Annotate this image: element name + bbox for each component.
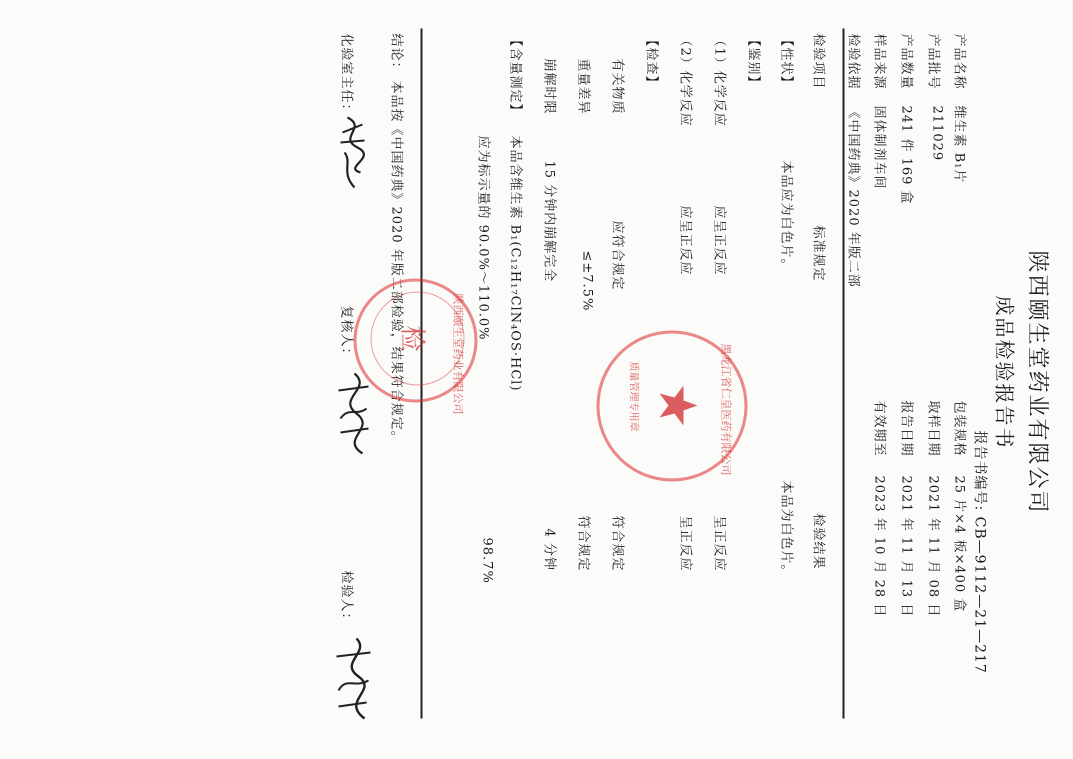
star-icon — [656, 384, 700, 428]
inspector-signature — [333, 633, 375, 723]
row-standard: 本品含维生素 B₁(C₁₂H₁₇ClN₄OS·HCl) — [507, 135, 523, 392]
report-number-value: CB—9112—21—217 — [971, 516, 988, 674]
lab-head-label: 化验室主任： — [338, 33, 354, 118]
inspection-report-page — [0, 1, 1073, 759]
row-result: 符合规定 — [575, 515, 591, 572]
row-item: 【鉴别】 — [745, 33, 761, 90]
row-standard: 应呈正反应 — [711, 205, 727, 276]
source-value: 固体制剂车间 — [871, 105, 887, 190]
row-standard: 应为标示量的 90.0%～110.0% — [475, 135, 491, 341]
col-standard-header: 标准规定 — [810, 225, 826, 282]
row-result: 98.7% — [479, 537, 495, 584]
row-result: 呈正反应 — [711, 515, 727, 572]
pack-label: 包装规格 — [951, 400, 967, 457]
report-number-label: 报告书编号: — [971, 430, 988, 512]
row-result: 呈正反应 — [677, 515, 693, 572]
row-standard: 应呈正反应 — [677, 205, 693, 276]
report-date-value: 2021 年 11 月 13 日 — [898, 475, 914, 618]
source-label: 样品来源 — [871, 33, 887, 90]
report-title: 成品检验报告书 — [992, 295, 1017, 450]
inspector-label: 检验人： — [338, 570, 354, 627]
col-item-header: 检验项目 — [810, 33, 826, 90]
expiry-value: 2023 年 10 月 28 日 — [871, 475, 887, 618]
qc-stamp — [354, 279, 478, 415]
product-name-value: 维生素 B₁片 — [951, 105, 967, 184]
distributor-stamp — [597, 331, 748, 482]
report-date-label: 报告日期 — [898, 400, 914, 457]
basis-value: 《中国药典》2020 年版二部 — [845, 105, 861, 288]
lab-head-signature — [333, 113, 373, 193]
reviewer-signature — [333, 369, 375, 459]
quantity-label: 产品数量 — [898, 33, 914, 90]
pack-value: 25 片×4 板×400 盒 — [951, 475, 967, 613]
row-item: 有关物质 — [609, 58, 625, 115]
batch-label: 产品批号 — [925, 33, 941, 90]
row-item: 【含量测定】 — [507, 33, 523, 118]
expiry-label: 有效期至 — [871, 400, 887, 457]
distributor-stamp-subtext: 质量管理专用章 — [627, 361, 639, 432]
reviewer-label: 复核人： — [338, 305, 354, 362]
conclusion-text: 本品按《中国药典》2020 年版二部检验，结果符合规定。 — [388, 80, 404, 445]
company-name: 陕西颐生堂药业有限公司 — [1024, 250, 1050, 515]
conclusion-label: 结论： — [388, 33, 404, 76]
sample-date-label: 取样日期 — [925, 400, 941, 457]
report-number — [971, 431, 991, 674]
sample-date-value: 2021 年 11 月 08 日 — [925, 475, 941, 618]
row-standard: ≤±7.5% — [579, 250, 595, 312]
batch-value: 211029 — [929, 105, 945, 162]
col-result-header: 检验结果 — [810, 513, 826, 570]
row-standard: 应符合规定 — [609, 220, 625, 291]
row-standard: 本品应为白色片。 — [778, 160, 794, 273]
quantity-value: 241 件 169 盒 — [898, 105, 914, 205]
row-standard: 15 分钟内崩解完全 — [541, 160, 557, 283]
row-item: （1）化学反应 — [711, 33, 727, 127]
product-name-label: 产品名称 — [951, 33, 967, 90]
row-result: 符合规定 — [609, 515, 625, 572]
row-item: 崩解时限 — [541, 58, 557, 115]
distributor-stamp-text: 黑龙江省仁皇医药有限公司 — [719, 343, 733, 476]
info-divider — [843, 29, 845, 719]
row-item: 【检查】 — [643, 33, 659, 90]
qc-stamp-text: 陕西颐生堂药业有限公司 — [451, 293, 465, 415]
row-result: 本品为白色片。 — [778, 480, 794, 579]
row-item: 重量差异 — [575, 58, 591, 115]
qc-stamp-center: 检 — [396, 325, 427, 352]
row-result: 4 分钟 — [541, 528, 557, 571]
row-item: 【性状】 — [778, 33, 794, 90]
row-item: （2）化学反应 — [677, 33, 693, 127]
basis-label: 检验依据 — [845, 33, 861, 90]
